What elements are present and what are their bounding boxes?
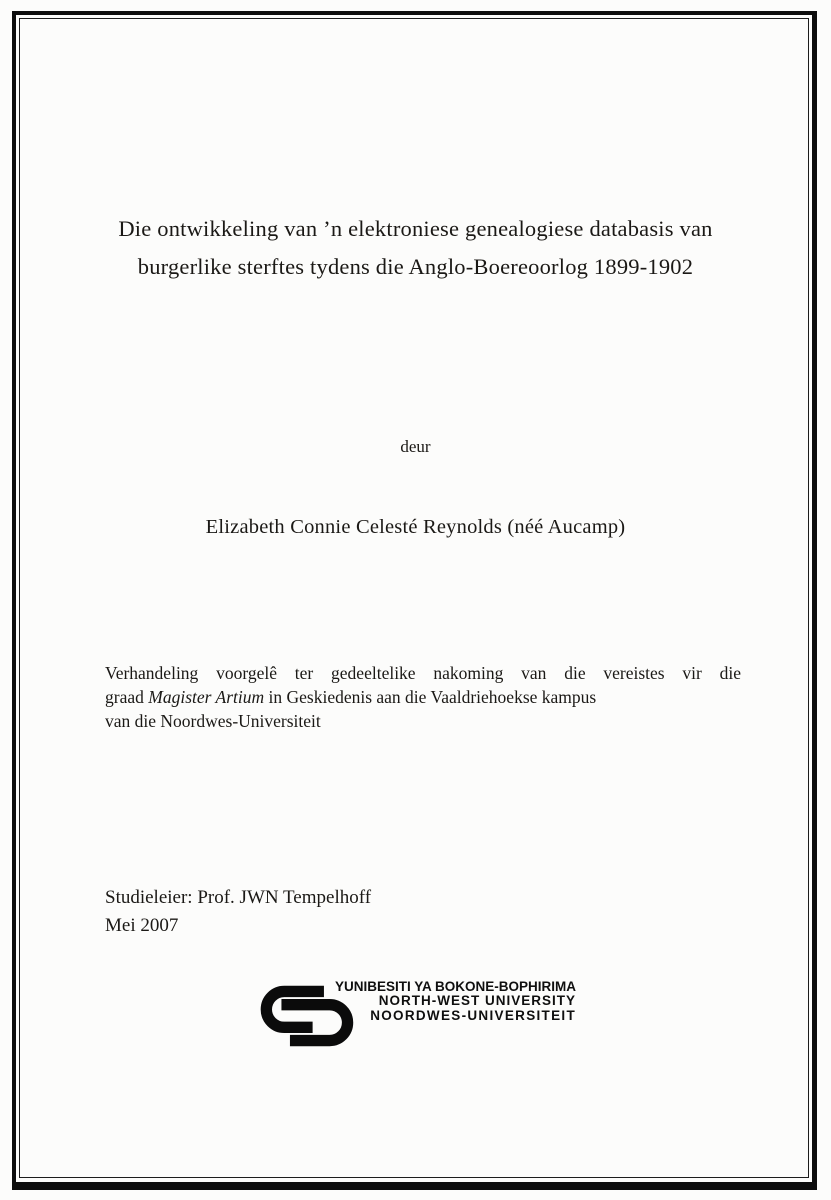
- university-logo-text: [322, 980, 576, 1023]
- degree-statement-line-1: Verhandeling voorgelê ter gedeeltelike nakoming van die vereistes vir die: [105, 663, 741, 683]
- degree-statement: [105, 662, 741, 733]
- university-logo: [258, 980, 580, 1050]
- logo-name-english: NORTH-WEST UNIVERSITY: [378, 993, 576, 1009]
- degree-statement-line-2: [105, 686, 741, 710]
- degree-statement-line-2-suffix: in Geskiedenis aan die Vaaldriehoekse kampus: [264, 686, 597, 707]
- thesis-title-line-2: burgerlike sterftes tydens die Anglo-Boereoorlog 1899-1902: [137, 254, 694, 279]
- byline-deur: deur: [400, 437, 431, 456]
- logo-name-setswana: YUNIBESITI YA BOKONE-BOPHIRIMA: [334, 979, 576, 994]
- supervisor-line: Studieleier: Prof. JWN Tempelhoff: [105, 887, 372, 908]
- author-name: Elizabeth Connie Celesté Reynolds (néé Aucamp): [205, 516, 626, 538]
- degree-statement-line-3: van die Noordwes-Universiteit: [105, 710, 321, 731]
- degree-name: Magister Artium: [148, 686, 265, 707]
- thesis-title-line-1: Die ontwikkeling van ’n elektroniese genealogiese databasis van: [118, 216, 713, 241]
- date-line: Mei 2007: [105, 914, 179, 936]
- thesis-title: [40, 210, 791, 286]
- logo-name-afrikaans: NOORDWES-UNIVERSITEIT: [370, 1007, 576, 1023]
- supervisor-block: [105, 884, 371, 939]
- degree-statement-line-2-prefix: graad: [105, 686, 149, 707]
